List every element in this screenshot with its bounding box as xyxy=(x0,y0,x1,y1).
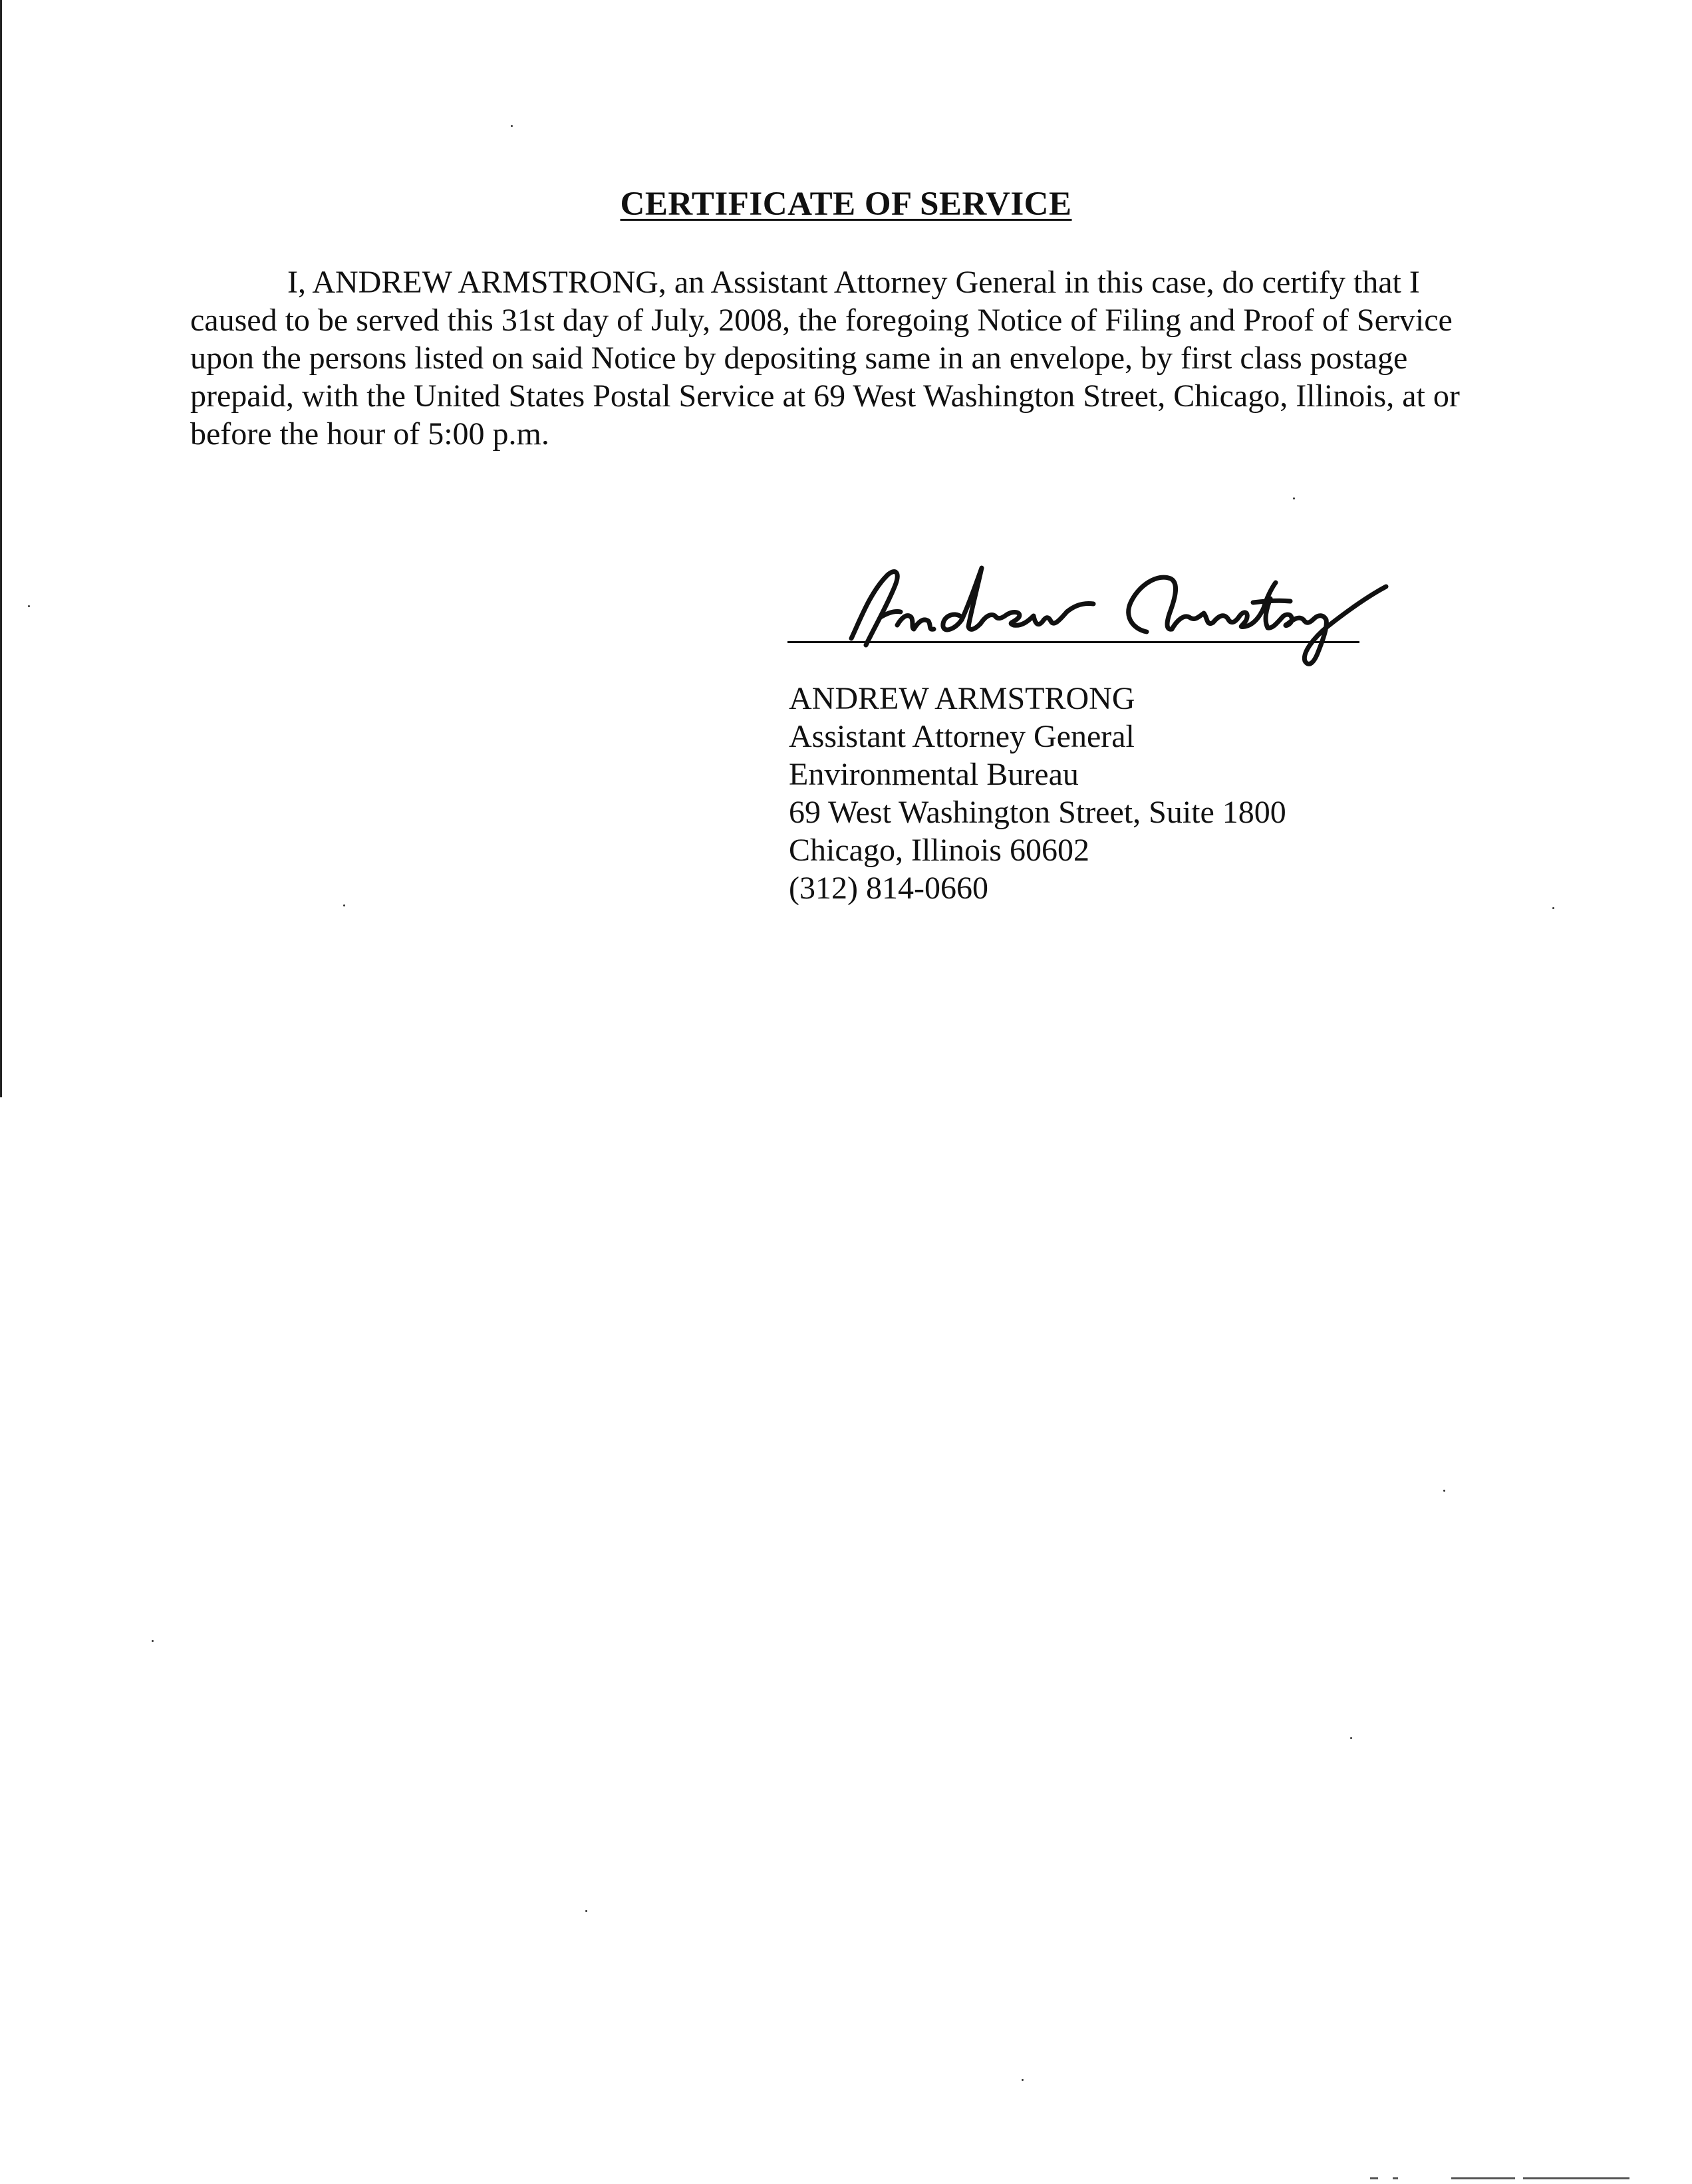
signatory-city: Chicago, Illinois 60602 xyxy=(789,833,1089,868)
scan-speck xyxy=(1552,907,1554,909)
signature-area xyxy=(787,539,1399,678)
scan-artifact-mark xyxy=(1451,2177,1515,2179)
signatory-bureau: Environmental Bureau xyxy=(789,757,1079,792)
scan-speck xyxy=(343,904,345,906)
signatory-street: 69 West Washington Street, Suite 1800 xyxy=(789,795,1286,830)
scan-edge-line xyxy=(0,0,2,1097)
certification-paragraph: I, ANDREW ARMSTRONG, an Assistant Attorney General in this case, do certify that I caused to be served this 31st day of July, 2008, the foregoing Notice of Filing and Proof of Service upon the persons listed on said Notice by depositing same in an envelope, by first class postage prepaid, with the United States Postal Service at 69 West Washington Street, Chicago, Illinois, at or before the hour of 5:00 p.m. xyxy=(190,265,1460,452)
scan-speck xyxy=(585,1910,587,1912)
scan-speck xyxy=(1443,1490,1445,1492)
signatory-name: ANDREW ARMSTRONG xyxy=(789,681,1135,716)
scan-artifact-mark xyxy=(1370,2177,1378,2179)
scan-speck xyxy=(152,1640,154,1642)
document-title: CERTIFICATE OF SERVICE xyxy=(620,186,1072,223)
signatory-block xyxy=(789,680,1286,907)
scan-artifact-mark xyxy=(1393,2177,1398,2179)
signatory-phone: (312) 814-0660 xyxy=(789,871,988,906)
scan-speck xyxy=(1022,2079,1024,2081)
scan-speck xyxy=(1293,497,1295,499)
scan-speck xyxy=(511,125,513,127)
scan-speck xyxy=(1350,1737,1352,1739)
scan-artifact-mark xyxy=(1523,2177,1629,2179)
scan-speck xyxy=(28,605,30,607)
signatory-title: Assistant Attorney General xyxy=(789,719,1135,754)
signature-line xyxy=(787,641,1359,643)
handwritten-signature xyxy=(787,539,1399,678)
